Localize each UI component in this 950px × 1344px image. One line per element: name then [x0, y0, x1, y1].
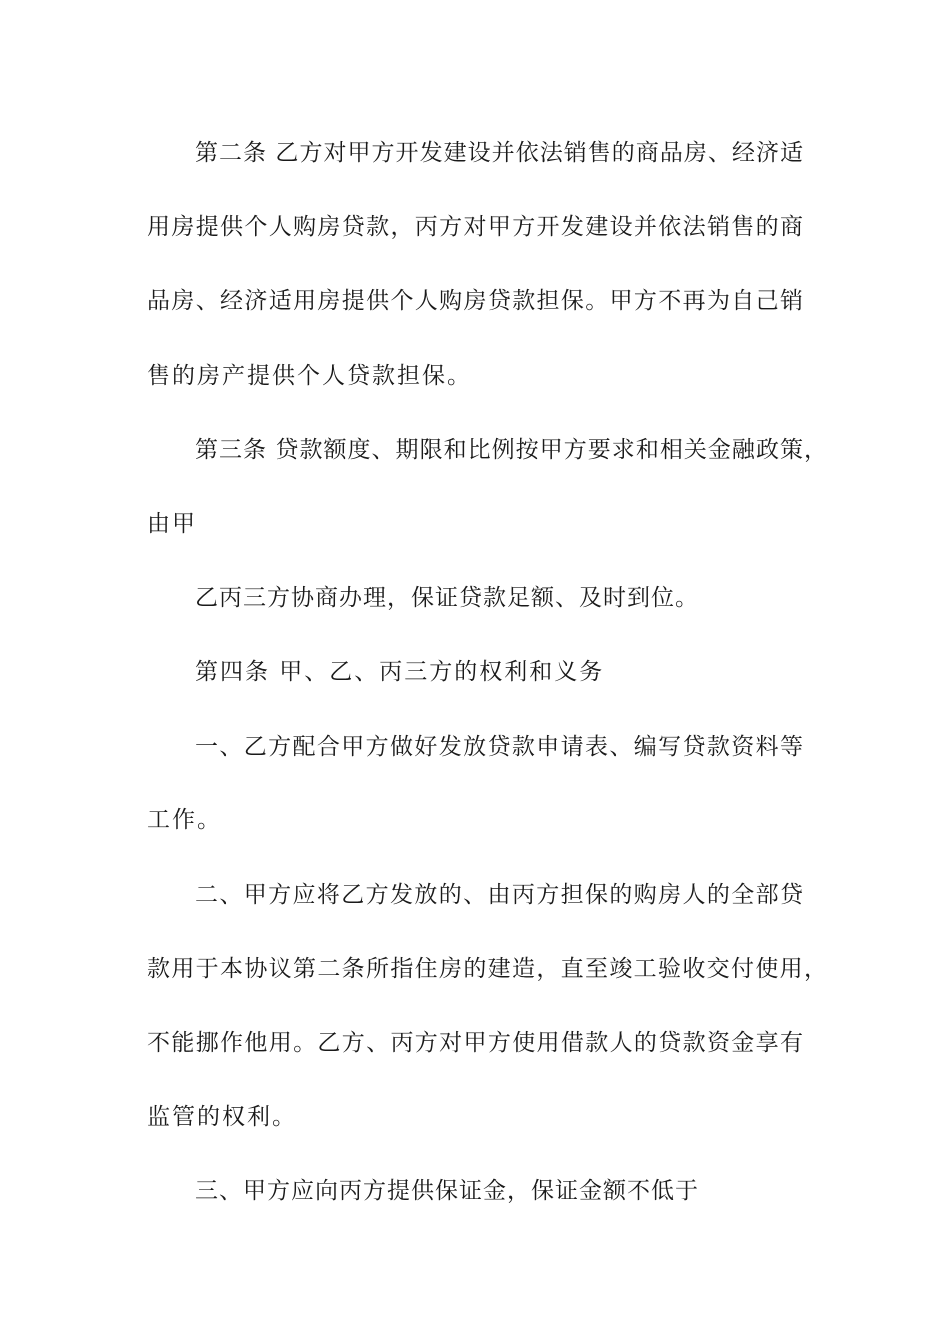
clause-2-line-1: 二、甲方应将乙方发放的、由丙方担保的购房人的全部贷 — [195, 882, 803, 908]
article-2-line-1: 第二条 乙方对甲方开发建设并依法销售的商品房、经济适 — [195, 140, 803, 166]
clause-1-line-2: 工作。 — [147, 807, 222, 833]
clause-2-line-4: 监管的权利。 — [147, 1104, 297, 1130]
article-3-line-2: 由甲 — [147, 511, 197, 537]
article-2-line-3: 品房、经济适用房提供个人购房贷款担保。甲方不再为自己销 — [147, 288, 803, 314]
article-2-line-4: 售的房产提供个人贷款担保。 — [147, 363, 472, 389]
article-2-line-2: 用房提供个人购房贷款，丙方对甲方开发建设并依法销售的商 — [147, 214, 803, 240]
clause-3-line-1: 三、甲方应向丙方提供保证金，保证金额不低于 — [195, 1178, 699, 1204]
article-4-heading: 第四条 甲、乙、丙三方的权利和义务 — [195, 659, 605, 685]
clause-1-line-1: 一、乙方配合甲方做好发放贷款申请表、编写贷款资料等 — [195, 734, 803, 760]
clause-2-line-3: 不能挪作他用。乙方、丙方对甲方使用借款人的贷款资金享有 — [147, 1030, 803, 1056]
article-3-line-1: 第三条 贷款额度、期限和比例按甲方要求和相关金融政策， — [195, 437, 827, 463]
clause-2-line-2: 款用于本协议第二条所指住房的建造，直至竣工验收交付使用， — [147, 956, 827, 982]
article-3-line-3: 乙丙三方协商办理，保证贷款足额、及时到位。 — [195, 585, 699, 611]
